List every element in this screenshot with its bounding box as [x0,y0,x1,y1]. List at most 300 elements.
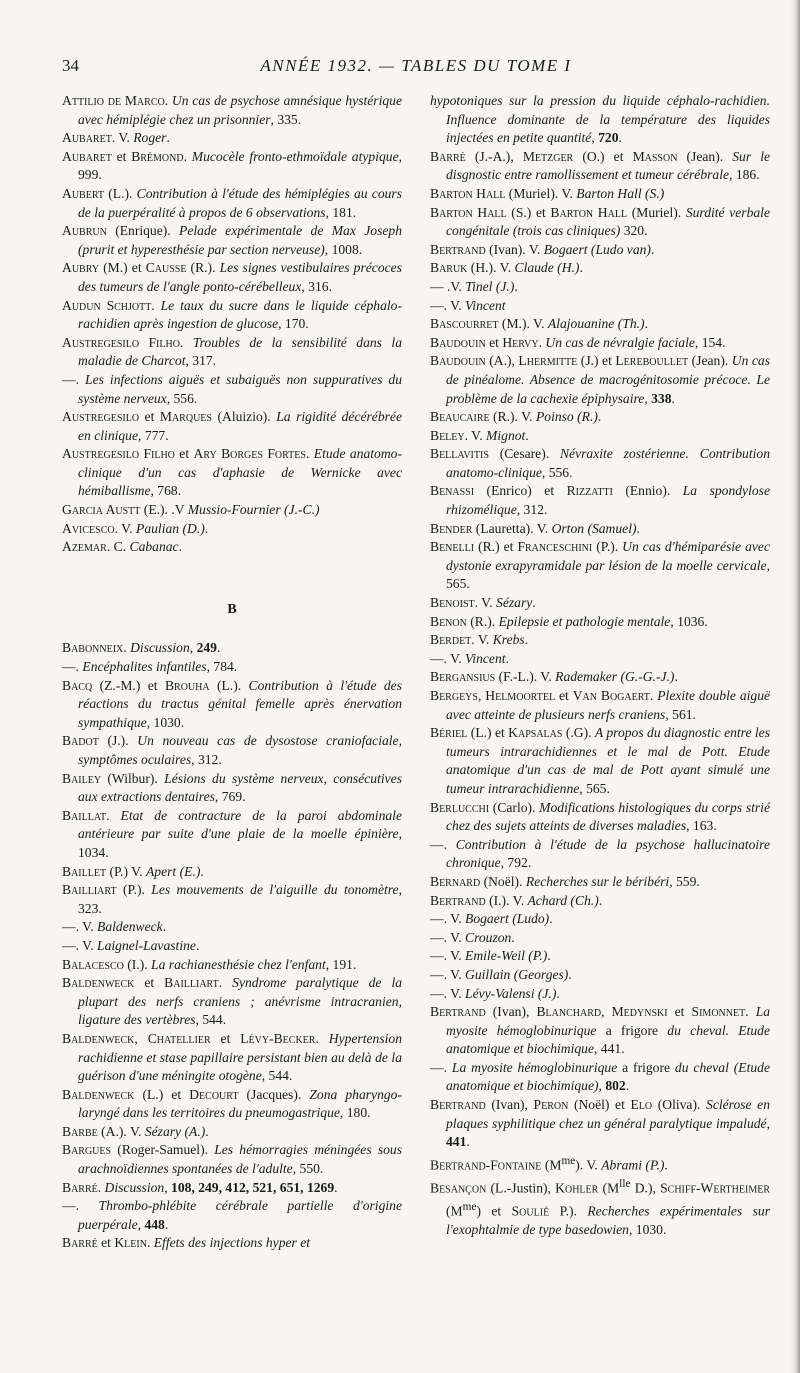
index-entry [430,204,770,241]
entry-segment: . [579,260,583,276]
entry-segment: Brouha [164,677,210,693]
entry-segment: , 154. [694,334,726,350]
entry-segment: (Lauretta). V. [472,520,552,536]
page-number: 34 [62,56,79,75]
entry-segment: Bender [430,520,473,536]
entry-segment: Bertrand [430,241,486,257]
entry-segment: Les signes vestibulaires précoces des tumeurs de l'angle ponto-cérébelleux [78,260,402,294]
index-entry [430,427,770,446]
entry-segment: Barton Hall [430,185,506,201]
entry-segment: (Ivan). V. [485,241,544,257]
index-entry [430,538,770,594]
entry-segment: 441 [446,1134,467,1150]
index-entry [62,538,402,557]
entry-segment: (Noël). [480,873,526,889]
entry-segment: Helmoortel [485,688,556,703]
entry-segment: . [106,807,121,823]
entry-segment: (M.) et [99,260,146,276]
entry-segment: 108, 249, 412, 521, 651, 1269 [171,1179,335,1195]
index-entry [430,985,770,1004]
index-entry [62,807,402,863]
index-entry [62,881,402,918]
page-header [62,56,770,80]
entry-segment: (L.). [104,185,137,201]
entry-segment: (E.). .V [140,502,188,518]
entry-segment: . [146,1235,154,1251]
entry-segment: , 1036. [670,613,708,629]
entry-segment: Bernard [430,873,481,889]
index-entries-a [62,92,402,557]
index-entry [62,259,402,296]
entry-segment: et [139,409,160,425]
entry-segment: , 550. [292,1161,324,1177]
entry-segment: Claude (H.) [514,260,580,276]
entry-segment: Les infections aiguës et subaiguës non suppuratives du système nerveux [78,371,403,406]
index-entry [430,613,770,632]
entry-segment: (M [541,1157,562,1173]
entry-segment: (Noël) et [568,1097,631,1113]
entry-segment: , 792. [500,855,532,871]
entry-segment: , 544. [261,1068,293,1084]
entry-segment: —. V. [430,297,466,313]
entry-segment: (Muriel). [627,204,686,220]
index-entry [62,445,402,501]
index-entry [430,1059,770,1096]
entry-segment: Baldenweck [62,975,135,991]
entry-segment: (O.) et [573,148,633,164]
entry-segment: —. V. [430,966,466,982]
entry-segment: Contribution à l'étude de la psychose hallucinatoire chronique [446,836,770,871]
entry-segment: , 312. [516,502,548,518]
entry-segment: Barré [430,148,466,164]
entry-segment: (Ivan), [485,1004,537,1020]
entry-segment: (Wilbur). [101,770,165,786]
entry-segment: , 784. [206,659,238,675]
entry-segment: , 323. [78,882,402,916]
entry-segment: , [644,390,652,406]
entry-segment: Beley [430,427,465,443]
entry-segment: (R.). [186,260,220,276]
index-entries-right [430,92,770,1240]
entry-segment: , 777. [138,427,169,443]
entry-segment: , 1030. [628,1222,667,1238]
entry-segment: A propos du diagnostic entre les tumeurs intrarachidiennes et le mal de Pott. Etude anatomique d'un cas de mal de Pott ayant simulé une tumeur intrarachidienne [446,725,770,796]
entry-segment: , 317. [185,353,217,369]
entry-segment: . [183,148,192,164]
entry-segment: Etat de contracture de la paroi abdominale antérieure par suite d'une plaie de la moelle épinière [78,807,402,842]
entry-segment: —. V. [430,650,466,666]
entry-segment: , [601,1004,612,1020]
entry-segment: et [210,1030,241,1046]
index-entry [62,408,402,445]
entry-segment: Un cas de psychose amnésique hystérique avec hémiplégie chez un prisonnier [78,93,402,127]
entry-segment: Blanchard [536,1004,602,1020]
entry-segment: , [477,688,486,703]
entry-segment: (R.). [466,613,499,629]
index-entry [62,677,402,733]
entry-segment: —. [62,371,86,387]
entry-segment: Aubrun [62,223,107,239]
entry-segment: Austregesilo [62,409,140,425]
entry-segment: Berdet [430,632,472,648]
entry-segment: (R.) et [474,539,518,555]
entry-segment: (L.). [209,677,249,693]
entry-segment: Apert (E.) [145,863,201,879]
entry-segment: Paulian (D.) [136,520,205,536]
entry-segment: Barré [62,1179,98,1195]
entry-segment: , 1008. [324,241,363,257]
entry-segment: (I.). [123,956,152,972]
entry-segment: . [505,650,509,666]
entry-segment: . [218,975,233,991]
entry-segment: Tinel (J.) [465,278,515,294]
entry-segment: Sézary [496,595,533,611]
entry-segment: . [162,919,167,935]
index-entry [430,148,771,185]
entry-segment: Bailliart [164,975,219,991]
index-entry [430,297,770,316]
entry-segment: . [549,911,553,927]
entry-segment: Baillet [62,863,107,879]
entry-segment: Lereboullet [615,353,689,369]
entry-segment: lle [619,1177,631,1190]
entry-segment: Decourt [189,1086,239,1102]
entry-segment: Baldenweck [62,1030,135,1046]
entry-segment: Audun Schjott [62,297,152,313]
entry-segment: (F.-L.). V. [495,669,556,685]
entry-segment: Benassi [430,483,475,499]
entry-segment: (M [598,1180,620,1196]
entry-segment: Krebs [492,632,525,648]
entry-segment: , 181. [325,204,357,220]
entry-segment: D.), [630,1180,661,1196]
entry-segment: , 999. [78,148,403,183]
entry-segment: Aubaret [62,148,112,164]
entry-segment: Rademaker (G.-G.-J.) [555,669,675,685]
entry-segment: du cheval. Etude anatomique et biochimique [446,1022,770,1057]
index-entry [62,658,402,677]
entry-segment: (Ennio). [612,483,683,499]
entry-segment: , 1030. [146,714,185,730]
entry-segment: Un cas de névralgie faciale [545,334,695,350]
index-entry [430,1003,771,1059]
entry-segment: Hervy [502,334,539,350]
entry-segment: a frigore [617,1059,675,1075]
entry-segment: et [174,446,194,462]
entry-segment: Berlucchi [430,799,490,815]
entry-segment: Roger [133,130,167,146]
entry-segment: , 163. [686,818,717,834]
entry-segment: Franceschini [517,539,593,555]
entry-segment: 320. [620,223,648,239]
entry-segment: Benelli [430,539,475,555]
entry-segment: ) et [476,1203,512,1219]
entry-segment: . [315,1030,329,1046]
entry-segment: —. V. [430,911,466,927]
entry-segment: Lévy-Becker [240,1030,316,1046]
entry-segment: Encéphalites infantiles [82,659,207,675]
entry-segment: Bacq [62,677,93,693]
entry-segment: Bertrand-Fontaine [430,1157,542,1173]
index-entry [62,863,402,882]
entry-segment: (Enrico) et [474,483,567,499]
entry-segment: 448 [144,1216,165,1232]
entry-segment: . [745,1004,756,1020]
entry-segment: . [466,1134,470,1150]
entry-segment: Bertrand [430,1004,486,1020]
entry-segment: Cabanac [129,539,179,555]
entry-segment: Attilio de Marco [62,93,165,108]
entry-segment: , 1034. [78,826,402,860]
entry-segment: . [568,966,572,982]
entry-segment: Badot [62,733,99,749]
entry-segment: . [204,520,209,536]
entry-segment: , 544. [195,1012,227,1028]
index-entry [62,732,402,769]
page-edge [791,0,800,1373]
entry-segment: (R.). V. [489,409,536,425]
entry-segment: (P.). [116,882,152,898]
index-entry [430,185,770,204]
entry-segment: —. V. [430,929,466,945]
entry-segment: (Jean). [688,353,732,369]
entry-segment: , 556. [166,390,198,406]
entry-segment: 802 [605,1078,626,1094]
index-entry [430,1152,770,1175]
entry-segment: Ary Borges Fortes [193,446,306,462]
index-entry [62,185,403,222]
entry-segment: (I.). V. [485,892,528,908]
entry-segment: Baldenweck [97,919,163,935]
index-entry [430,1175,770,1240]
entry-segment: . [151,297,161,313]
entry-segment: (Oliva). [652,1097,707,1113]
entry-segment: Vincent [465,297,506,313]
entry-segment: Austregesilo Filho [62,334,180,350]
entry-segment: Les hémorragies méningées sous arachnoïdiennes spontanées de l'adulte [78,1142,402,1177]
index-entry [430,259,770,278]
index-entry [430,315,770,334]
entry-segment: (Roger-Samuel). [111,1142,215,1158]
entry-segment: (Aluizio). [211,409,277,425]
entry-segment: Bergansius [430,669,496,685]
entry-segment: et [97,1235,115,1251]
entry-segment: — .V. [430,278,466,294]
index-entry [430,650,770,669]
index-entry [430,594,770,613]
entry-segment: Recherches sur le béribéri [525,873,670,889]
entry-segment: Epilepsie et pathologie mentale [498,613,671,629]
entry-segment: . [123,640,131,656]
entry-segment: Un cas d'hémiparésie avec dystonie exrapyramidale par lésion de la moelle cervicale [446,539,770,573]
entry-segment: (L.-Justin), [486,1180,556,1196]
entry-segment: Elo [630,1097,653,1113]
entry-segment: Masson [632,148,678,164]
entry-segment: Bascourret [430,316,499,332]
index-entry [62,770,402,807]
section-letter-b: B [227,601,237,617]
entry-segment: Aubert [62,185,104,201]
entry-segment: Kohler [555,1180,599,1196]
entry-segment: (L.) et [134,1086,190,1102]
entry-segment: La rigidité décérébrée en clinique [78,409,402,443]
entry-segment: Balacesco [62,956,124,972]
entry-segment: P.). [549,1203,588,1219]
entry-segment: Emile-Weil (P.) [465,948,548,964]
index-entry [62,92,402,129]
entry-segment: Babonneix [62,640,124,656]
entry-segment: . [525,427,529,443]
entry-segment: et [485,334,503,350]
entry-segment: . [649,688,658,703]
entry-segment: (Muriel). V. [505,185,577,201]
entry-segment: Contribution à l'étude des réactions du tractus génital femelle après énervation sympathique [78,677,402,730]
entry-segment: . [179,334,193,350]
entry-segment: Pelade expérimentale de Max Joseph (prurit et hyperesthésie par section nerveuse) [78,223,402,257]
index-entry [430,1096,771,1152]
index-entry [430,631,770,650]
index-entry [62,1141,402,1178]
entry-segment: (Ivan), [485,1097,534,1113]
entry-segment: La myosite hémoglobinurique [451,1059,618,1075]
entry-segment: Aubaret [62,130,112,146]
index-entry [430,966,770,985]
entry-segment: Bertrand [430,892,486,908]
entry-segment: Effets des injections hyper et [153,1235,311,1251]
entry-segment: (Carlo). [489,799,540,815]
entry-segment: Baudouin [430,334,486,350]
entry-segment: Thrombo-phlébite cérébrale partielle d'origine puerpérale [78,1198,402,1232]
entry-segment: . [618,130,622,146]
index-entry [62,148,403,185]
entry-segment: Un cas de pinéalome. Absence de macrogénitosomie précoce. Le problème de la cachexie épiphysaire [446,353,771,406]
entry-segment: Achard (Ch.) [527,892,599,908]
entry-segment: (J.). [98,733,138,749]
entry-segment: , 561. [665,706,696,722]
entry-segment: . [305,446,314,462]
index-entry [62,937,402,956]
entry-segment: , 556. [541,464,573,480]
entry-segment: . [164,1216,169,1232]
entry-segment: Schiff-Wertheimer [660,1180,770,1196]
entry-segment: , 316. [301,278,332,294]
entry-segment: , 565. [579,780,610,796]
entry-segment: a frigore [596,1022,668,1038]
entry-segment: —. V. [430,948,466,964]
entry-segment: Recherches expérimentales sur l'exophtalmie de type basedowien [446,1203,770,1238]
entry-segment: . [636,520,640,536]
entry-segment: Van Bogaert [572,688,650,703]
entry-segment: Un nouveau cas de dysostose craniofaciale, symptômes oculaires [78,733,402,767]
entry-segment: et [111,148,132,164]
entry-segment: , [766,1115,770,1131]
entry-segment: Laignel-Lavastine [97,937,196,953]
entry-segment: , 191. [325,956,357,972]
entry-segment: Les mouvements de l'aiguille du tonomètre [151,882,399,898]
entry-segment: (A.). V. [97,1123,145,1139]
entry-segment: Soulié [511,1203,550,1219]
entry-segment: Lévy-Valensi (J.) [465,985,557,1001]
entry-segment: Névraxite zostérienne. Contribution anatomo-clinique [446,446,771,480]
index-entry [430,724,770,798]
entry-segment: me [561,1154,576,1167]
entry-segment: Bargues [62,1142,112,1158]
entry-segment: . V. [111,130,134,146]
entry-segment: . [334,1179,338,1195]
entry-segment: Syndrome paralytique de la plupart des nerfs craniens ; anévrisme intracranien, ligature des vertèbres [78,975,403,1028]
entry-segment: , 312. [191,752,222,767]
entry-segment: Aubry [62,260,100,276]
entry-segment: Contribution à l'étude des hémiplégies au cours de la puerpéralité à propos de 6 observations [78,185,403,220]
index-entry [430,836,770,873]
entry-segment: Discussion [104,1179,165,1195]
entry-segment: . [532,595,536,611]
entry-segment: . [164,93,172,108]
index-entry [430,947,770,966]
entry-segment: 338 [651,390,672,406]
entry-segment: (H.). V. [467,260,515,276]
index-entry [430,445,771,482]
entry-segment: (Jean). [677,148,733,164]
entry-segment: (Jacques). [238,1086,310,1102]
entry-segment: Poinso (R.) [535,409,598,425]
entry-segment: , [591,130,599,146]
entry-segment: Baudouin [430,353,486,369]
index-entry [430,873,770,892]
running-head: ANNÉE 1932. — TABLES DU TOME I [260,56,572,75]
entry-segment: La rachianesthésie chez l'enfant [151,956,326,972]
entry-segment: Crouzon [465,929,512,945]
index-entry [430,408,770,427]
entry-segment: Zona pharyngo-laryngé dans les territoires du pneumogastrique [78,1086,403,1121]
entry-segment: —. [430,1059,452,1075]
entry-segment: (S.) et [506,204,551,220]
entry-segment: Abrami (P.) [601,1157,665,1173]
entry-segment: (P.) V. [106,863,146,879]
entry-segment: Discussion [130,640,190,656]
entry-segment: (Enrique). [106,223,180,239]
entry-segment: La myosite hémoglobinurique [446,1004,771,1038]
entry-segment: . [205,1123,209,1139]
entry-segment: Barton Hall [430,204,507,220]
entry-segment: . [547,948,551,964]
index-entry [62,1123,402,1142]
index-entry [430,520,770,539]
entry-segment: Alajouanine (Th.) [547,316,645,332]
entry-segment: —. [430,836,456,852]
entry-segment: (M.). V. [498,316,548,332]
entry-segment: et [555,688,573,703]
entry-segment: . V. [471,632,493,648]
entry-segment: Avicesco [62,520,115,536]
entry-segment: (L.) et [467,725,509,741]
entry-segment: 249 [196,640,217,656]
entry-segment: . [514,278,518,294]
entry-segment: . V. [464,427,487,443]
index-entry [62,371,403,408]
index-entry [430,278,770,297]
entry-segment: . [216,640,221,656]
entry-segment: (A.), [485,353,519,369]
index-entry [62,1179,402,1198]
entry-segment: . V. [474,595,497,611]
entry-segment: et [667,1004,692,1020]
index-entry [430,929,770,948]
entry-segment: . [538,334,546,350]
entry-segment: Sézary (A.) [144,1123,206,1139]
entry-segment: . [511,929,515,945]
right-column [430,92,770,1240]
